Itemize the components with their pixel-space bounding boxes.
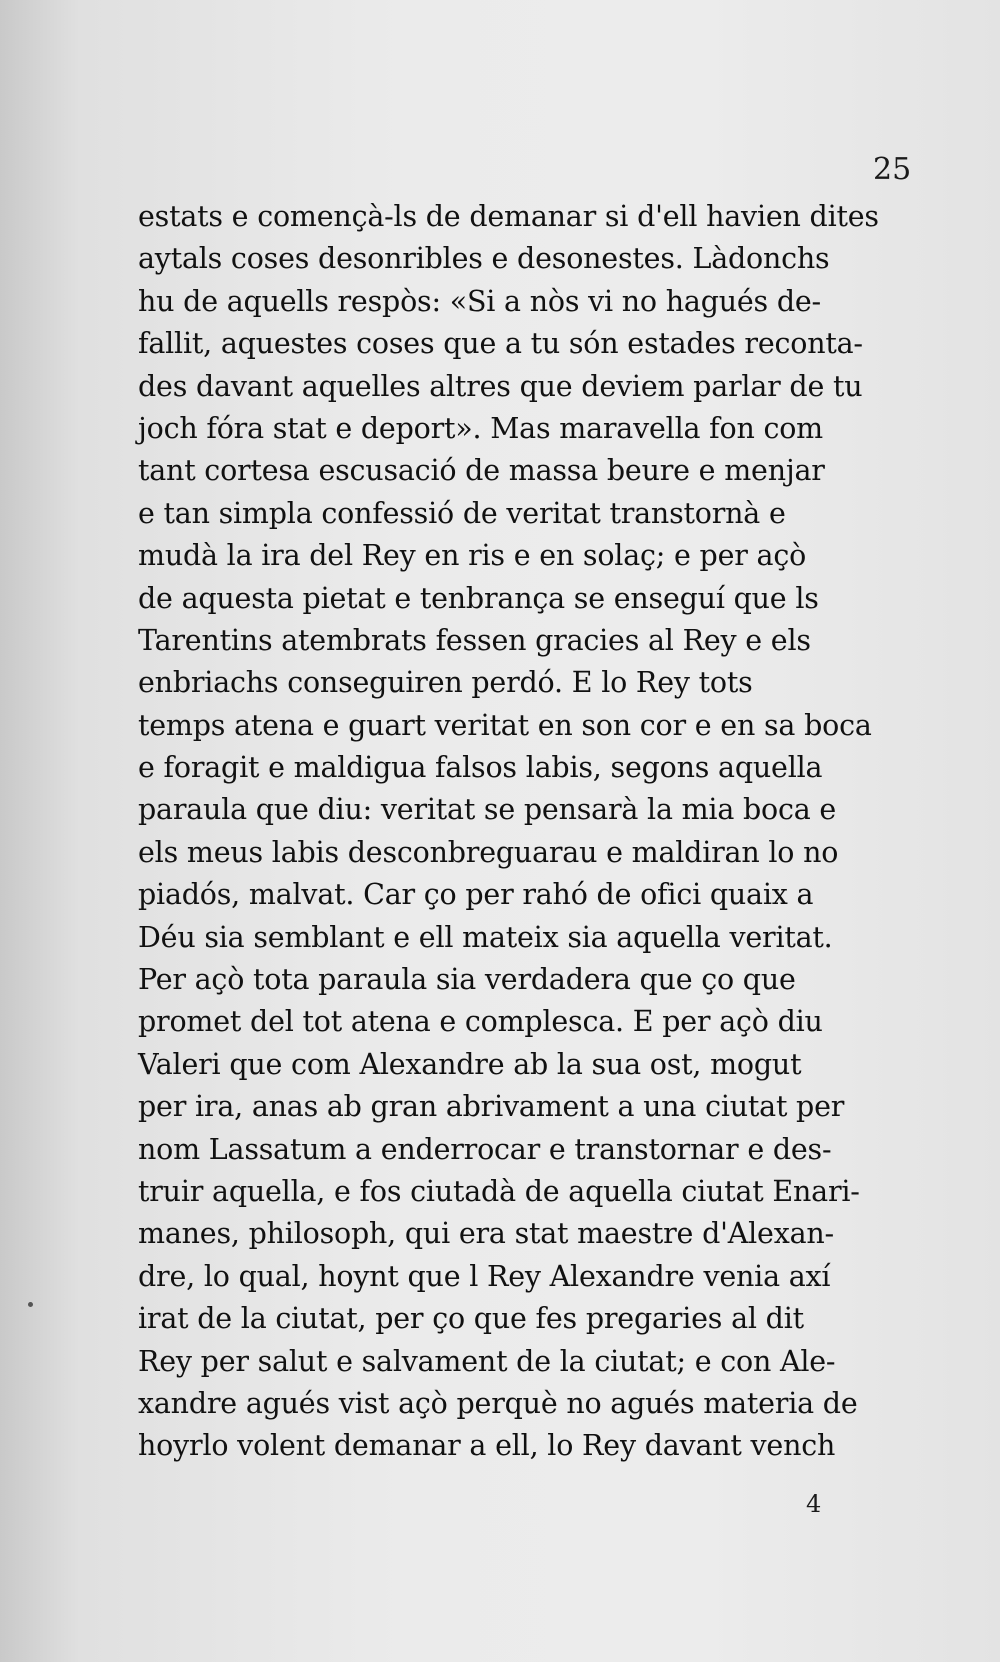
text-line: xandre agués vist açò perquè no agués materia de [138,1386,858,1420]
text-line: estats e començà-ls de demanar si d'ell havien dites [138,200,879,233]
page-number: 25 [873,152,912,187]
text-line: Déu sia semblant e ell mateix sia aquella veritat. [138,920,833,954]
text-line: fallit, aquestes coses que a tu són estades reconta- [138,327,863,361]
signature-mark: 4 [806,1490,822,1518]
text-line: tant cortesa escusació de massa beure e menjar [138,454,825,488]
text-line: Valeri que com Alexandre ab la sua ost, mogut [138,1047,802,1081]
text-line: per ira, anas ab gran abrivament a una ciutat per [138,1090,845,1124]
text-line: des davant aquelles altres que deviem parlar de tu [138,369,863,403]
text-line: manes, philosoph, qui era stat maestre d'Alexan- [138,1217,834,1251]
text-line: Tarentins atembrats fessen gracies al Rey e els [138,623,811,657]
text-line: hu de aquells respòs: «Si a nòs vi no hagués de- [138,284,821,318]
text-line: e tan simpla confessió de veritat transtornà e [138,496,786,530]
text-line: joch fóra stat e deport». Mas maravella fon com [138,411,824,445]
text-line: paraula que diu: veritat se pensarà la mia boca e [138,793,837,827]
text-line: Per açò tota paraula sia verdadera que ço que [138,963,796,997]
text-line: enbriachs conseguiren perdó. E lo Rey tots [138,666,753,700]
text-line: e foragit e maldigua falsos labis, segons aquella [138,751,823,785]
text-line: truir aquella, e fos ciutadà de aquella ciutat Enari- [138,1174,860,1208]
text-line: de aquesta pietat e tenbrança se enseguí que ls [138,581,819,615]
text-line: promet del tot atena e complesca. E per açò diu [138,1005,823,1039]
ink-speck [28,1302,33,1307]
text-line: els meus labis desconbreguarau e maldiran lo no [138,835,839,869]
text-line: temps atena e guart veritat en son cor e en sa boca [138,708,872,742]
text-line: Rey per salut e salvament de la ciutat; e con Ale- [138,1344,836,1378]
text-line: nom Lassatum a enderrocar e transtornar e des- [138,1132,832,1166]
text-line: aytals coses desonribles e desonestes. Làdonchs [138,242,830,276]
text-line: piadós, malvat. Car ço per rahó de ofici quaix a [138,878,814,912]
text-line: dre, lo qual, hoynt que l Rey Alexandre venia axí [138,1259,831,1293]
text-line: mudà la ira del Rey en ris e en solaç; e per açò [138,539,807,573]
text-line: hoyrlo volent demanar a ell, lo Rey davant vench [138,1429,836,1463]
body-text [138,196,918,1468]
text-line: irat de la ciutat, per ço que fes pregaries al dit [138,1302,804,1336]
